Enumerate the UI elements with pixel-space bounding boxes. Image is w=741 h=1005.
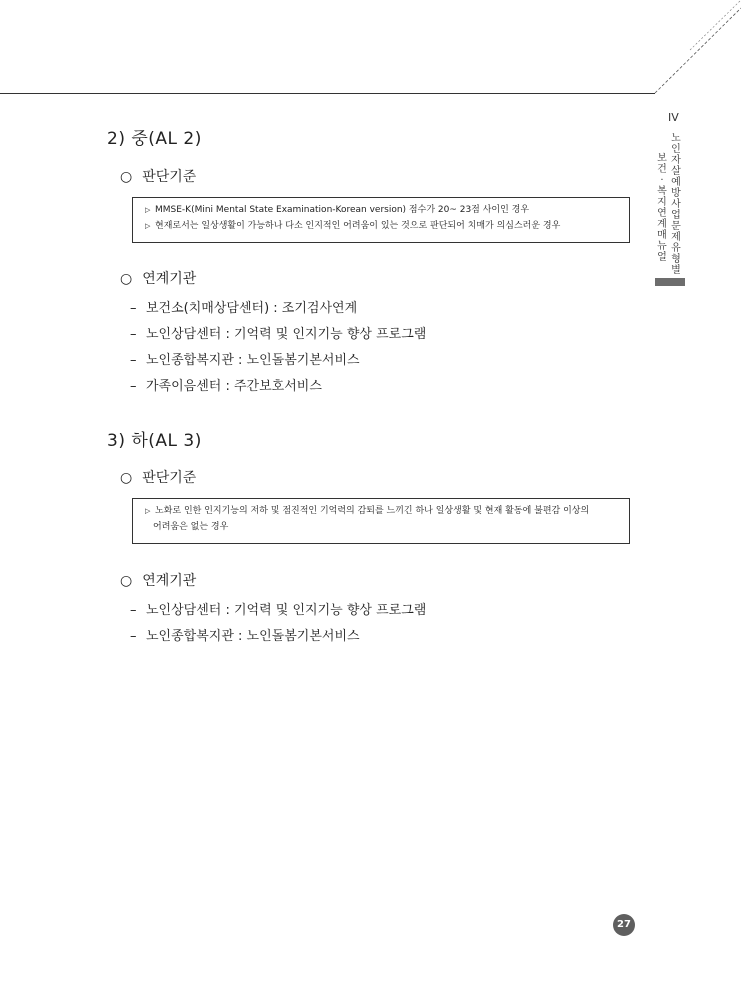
list-item: – 노인상담센터 : 기억력 및 인지기능 향상 프로그램 — [130, 603, 427, 618]
chapter-tab-bar — [655, 278, 685, 286]
header-diagonal-lines — [0, 0, 741, 120]
circle-bullet-icon: ○ — [120, 573, 133, 589]
header-rule — [0, 93, 655, 94]
chapter-title-col1: 노인자살예방사업 문제유형별 — [671, 133, 681, 276]
chapter-title-col2: 보건·복지 연계 매뉴얼 — [657, 153, 667, 263]
circle-bullet-icon: ○ — [120, 169, 133, 185]
links-heading-mid: ○ 연계기관 — [120, 271, 197, 287]
criteria-heading-mid: ○ 판단기준 — [120, 169, 197, 185]
list-item: – 가족이음센터 : 주간보호서비스 — [130, 379, 322, 394]
list-item: – 노인종합복지관 : 노인돌봄기본서비스 — [130, 353, 360, 368]
section-heading-mid: 2) 중(AL 2) — [107, 129, 202, 149]
triangle-bullet-icon: ▷ — [145, 222, 151, 230]
list-item: – 노인상담센터 : 기억력 및 인지기능 향상 프로그램 — [130, 327, 427, 342]
section-heading-low: 3) 하(AL 3) — [107, 431, 202, 451]
links-heading-low: ○ 연계기관 — [120, 573, 197, 589]
criteria-item: ▷ MMSE-K(Mini Mental State Examination-Korean version) 점수가 20~ 23점 사이인 경우 — [145, 202, 621, 218]
page-number: 27 — [613, 914, 635, 936]
triangle-bullet-icon: ▷ — [145, 507, 151, 515]
criteria-item: ▷ 현재로서는 일상생활이 가능하나 다소 인지적인 어려움이 있는 것으로 판단되어 치매가 의심스러운 경우 — [145, 218, 621, 234]
circle-bullet-icon: ○ — [120, 271, 133, 287]
chapter-number: IV — [668, 111, 679, 124]
criteria-heading-low: ○ 판단기준 — [120, 470, 197, 486]
criteria-item: ▷ 노화로 인한 인지기능의 저하 및 점진적인 기억력의 감퇴를 느끼긴 하나 일상생활 및 현재 활동에 불편감 이상의 — [145, 503, 621, 519]
triangle-bullet-icon: ▷ — [145, 206, 151, 214]
list-item: – 노인종합복지관 : 노인돌봄기본서비스 — [130, 629, 360, 644]
criteria-item-continued: 어려움은 없는 경우 — [153, 522, 229, 532]
list-item: – 보건소(치매상담센터) : 조기검사연계 — [130, 301, 358, 316]
circle-bullet-icon: ○ — [120, 470, 133, 486]
criteria-box-low — [132, 498, 630, 544]
criteria-box-mid — [132, 197, 630, 243]
